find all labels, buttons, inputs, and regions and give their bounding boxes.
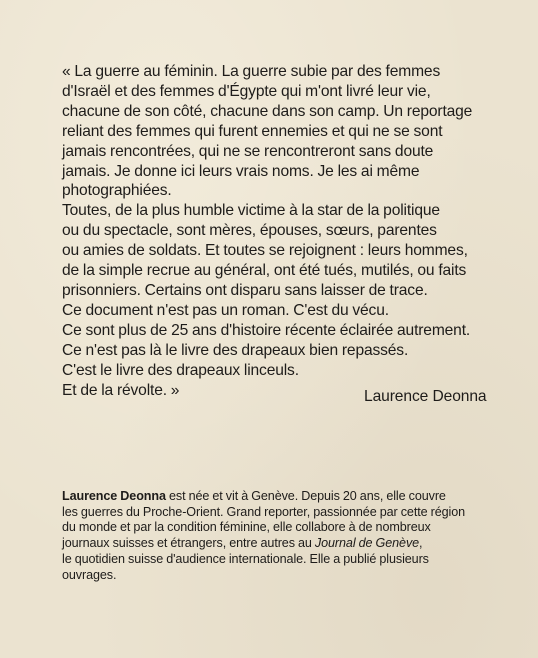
bio-line: ouvrages. (62, 567, 117, 582)
quote-line: C'est le livre des drapeaux linceuls. (62, 361, 299, 379)
bio-line: les guerres du Proche-Orient. Grand reporter, passionnée par cette région (62, 504, 466, 519)
quote-line: Ce document n'est pas un roman. C'est du vécu. (62, 301, 389, 319)
quote-line: Toutes, de la plus humble victime à la star de la politique (62, 202, 440, 220)
quote-line: prisonniers. Certains ont disparu sans laisser de trace. (62, 281, 428, 299)
quote-line: Et de la révolte. » (62, 381, 180, 399)
quote-line: « La guerre au féminin. La guerre subie par des femmes (62, 63, 441, 80)
bio-line: du monde et par la condition féminine, elle collabore à de nombreux (62, 520, 431, 535)
bio-text: , (419, 536, 423, 551)
quote-line: de la simple recrue au général, ont été tués, mutilés, ou faits (62, 262, 467, 280)
quote-line: ou du spectacle, sont mères, épouses, sœurs, parentes (62, 222, 437, 240)
bio-line (62, 536, 502, 552)
quote-line: ou amies de soldats. Et toutes se rejoignent : leurs hommes, (62, 242, 468, 260)
quote-line: jamais. Je donne ici leurs vrais noms. Je les ai même (62, 162, 420, 180)
bio-text: journaux suisses et étrangers, entre autres au (62, 536, 315, 551)
cover-quote (62, 62, 502, 400)
bio-line (62, 489, 502, 505)
quote-line: photographiées. (62, 182, 172, 200)
bio-author-name: Laurence Deonna (62, 489, 166, 503)
quote-line: reliant des femmes qui furent ennemies et qui ne se sont (62, 122, 443, 140)
bio-journal-title: Journal de Genève (314, 536, 420, 551)
bio-text: est née et vit à Genève. Depuis 20 ans, elle couvre (165, 489, 446, 503)
author-signature: Laurence Deonna (364, 388, 487, 405)
quote-line: Ce sont plus de 25 ans d'histoire récente éclairée autrement. (62, 321, 471, 339)
quote-line: jamais rencontrées, qui ne se rencontreront sans doute (62, 142, 434, 160)
quote-line: chacune de son côté, chacune dans son camp. Un reportage (62, 102, 473, 120)
quote-line: d'Israël et des femmes d'Égypte qui m'ont livré leur vie, (62, 82, 431, 100)
quote-line: Ce n'est pas là le livre des drapeaux bien repassés. (62, 341, 409, 359)
bio-line: le quotidien suisse d'audience internationale. Elle a publié plusieurs (62, 551, 429, 566)
author-bio (62, 489, 502, 583)
